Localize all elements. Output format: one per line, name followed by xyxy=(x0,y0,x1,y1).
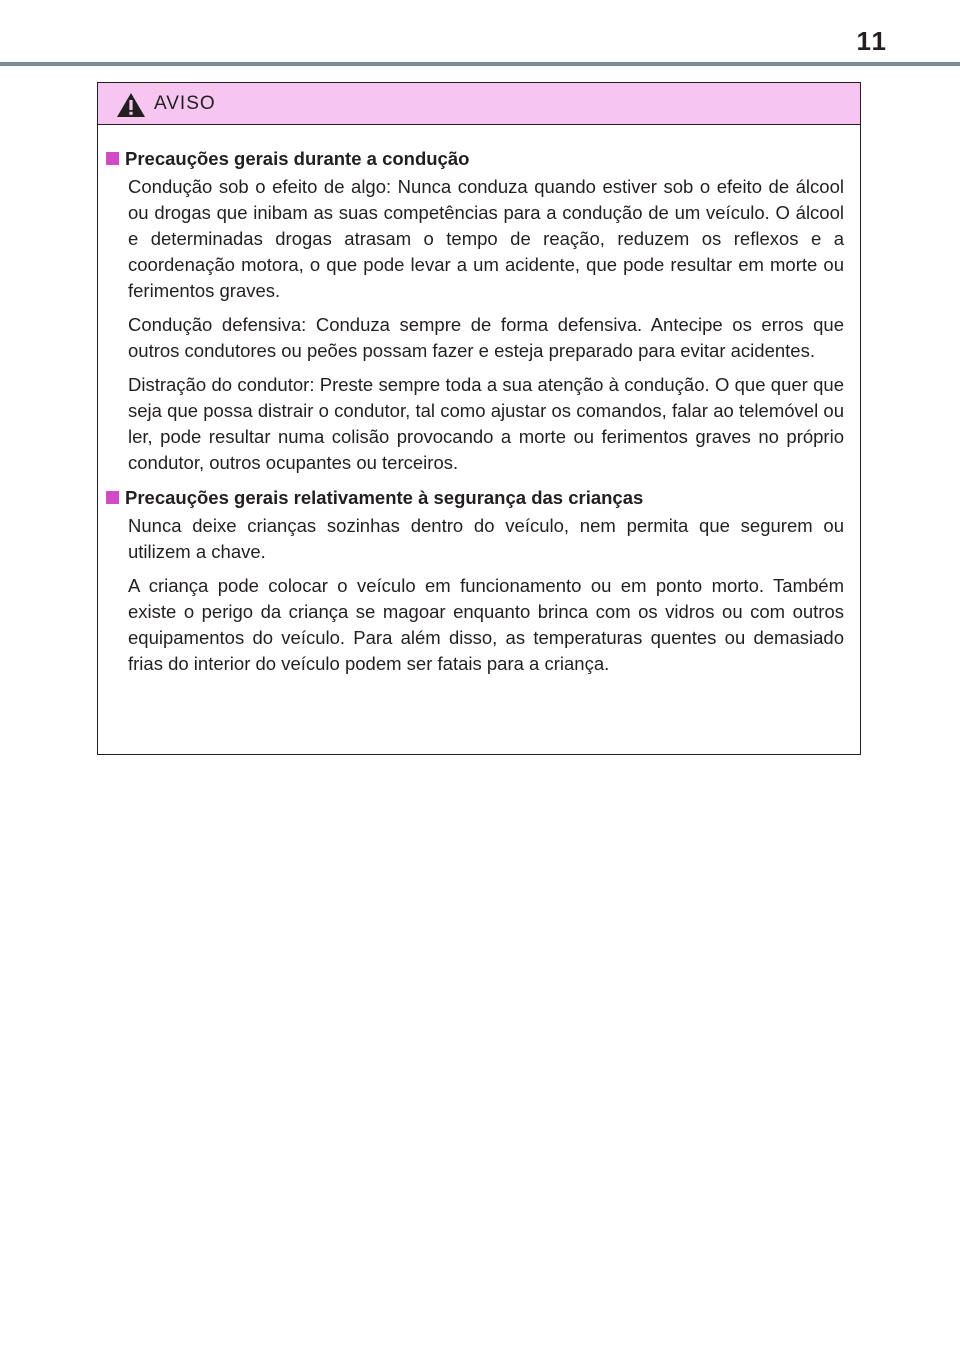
section-driving-precautions xyxy=(106,145,844,476)
warning-body xyxy=(98,125,860,677)
warning-box xyxy=(97,82,861,755)
page-number: 11 xyxy=(856,26,888,56)
section-heading-text: Precauções gerais durante a condução xyxy=(125,148,470,169)
paragraph: Nunca deixe crianças sozinhas dentro do veículo, nem permita que segurem ou utilizem a chave. xyxy=(128,515,844,562)
section-child-safety xyxy=(106,484,844,677)
section-heading-text: Precauções gerais relativamente à segurança das crianças xyxy=(125,487,644,508)
square-bullet-icon xyxy=(106,152,119,165)
paragraph: Condução sob o efeito de algo: Nunca conduza quando estiver sob o efeito de álcool ou drogas que inibam as suas competências para a condução de um veículo. O álcool e determinadas drogas atrasam o tempo de reação, reduzem os reflexos e a coordenação motora, o que pode levar a um acidente, que pode resultar em morte ou ferimentos graves. xyxy=(128,176,844,301)
warning-title: AVISO xyxy=(154,92,216,114)
warning-triangle-icon xyxy=(116,92,146,118)
paragraph: A criança pode colocar o veículo em funcionamento ou em ponto morto. Também existe o perigo da criança se magoar enquanto brinca com os vidros ou com outros equipamentos do veículo. Para além disso, as temperaturas quentes ou demasiado frias do interior do veículo podem ser fatais para a criança. xyxy=(128,575,844,674)
paragraph: Condução defensiva: Conduza sempre de forma defensiva. Antecipe os erros que outros condutores ou peões possam fazer e esteja preparado para evitar acidentes. xyxy=(128,314,844,361)
section-heading xyxy=(106,484,844,511)
paragraph: Distração do condutor: Preste sempre toda a sua atenção à condução. O que quer que seja que possa distrair o condutor, tal como ajustar os comandos, falar ao telemóvel ou ler, pode resultar numa colisão provocando a morte ou ferimentos graves no próprio condutor, outros ocupantes ou terceiros. xyxy=(128,374,844,473)
header-rule xyxy=(0,62,960,66)
warning-header xyxy=(98,83,860,125)
section-heading xyxy=(106,145,844,172)
square-bullet-icon xyxy=(106,491,119,504)
